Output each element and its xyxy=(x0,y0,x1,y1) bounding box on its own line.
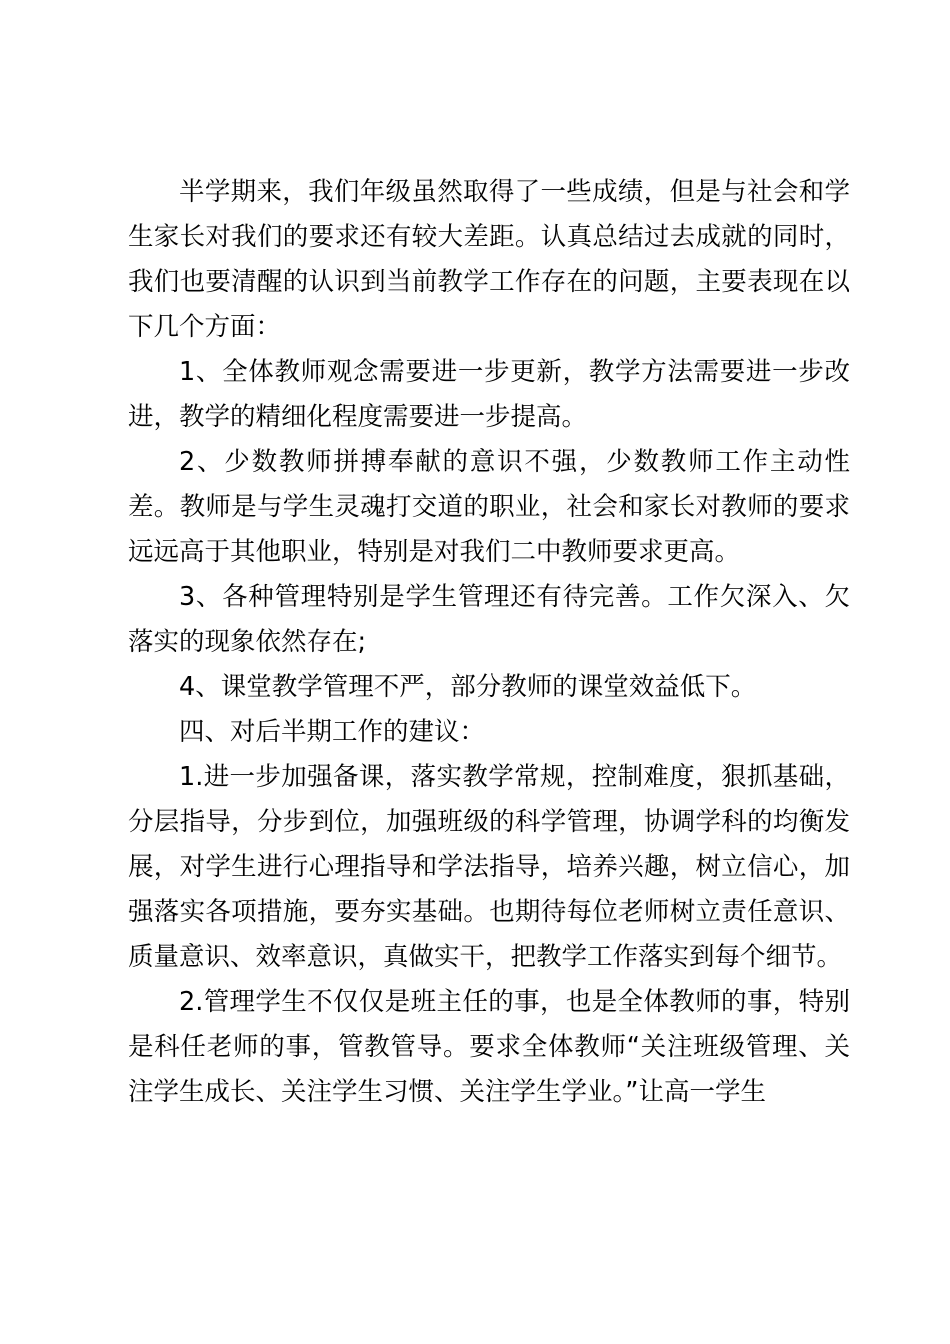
section-heading-suggestions: 四、对后半期工作的建议： xyxy=(179,717,486,747)
paragraph-issue-3: 3、各种管理特别是学生管理还有待完善。工作欠深入、欠落实的现象依然存在; xyxy=(128,582,850,657)
paragraph-issue-1: 1、全体教师观念需要进一步更新，教学方法需要进一步改进，教学的精细化程度需要进一步提高。 xyxy=(128,357,850,432)
paragraph-intro: 半学期来，我们年级虽然取得了一些成绩，但是与社会和学生家长对我们的要求还有较大差距。认真总结过去成就的同时，我们也要清醒的认识到当前教学工作存在的问题，主要表现在以下几个方面： xyxy=(128,177,850,342)
paragraph-suggestion-1: 1.进一步加强备课，落实教学常规，控制难度，狠抓基础，分层指导，分步到位，加强班级的科学管理，协调学科的均衡发展，对学生进行心理指导和学法指导，培养兴趣，树立信心，加强落实各项措施，要夯实基础。也期待每位老师树立责任意识、质量意识、效率意识，真做实干，把教学工作落实到每个细节。 xyxy=(128,762,850,972)
paragraph-suggestion-2: 2.管理学生不仅仅是班主任的事，也是全体教师的事，特别是科任老师的事，管教管导。要求全体教师“关注班级管理、关注学生成长、关注学生习惯、关注学生学业。”让高一学生 xyxy=(128,987,850,1107)
paragraph-issue-2: 2、少数教师拼搏奉献的意识不强，少数教师工作主动性差。教师是与学生灵魂打交道的职业，社会和家长对教师的要求远远高于其他职业，特别是对我们二中教师要求更高。 xyxy=(128,447,850,567)
paragraph-issue-4: 4、课堂教学管理不严，部分教师的课堂效益低下。 xyxy=(179,672,757,702)
document-body xyxy=(128,170,850,1115)
